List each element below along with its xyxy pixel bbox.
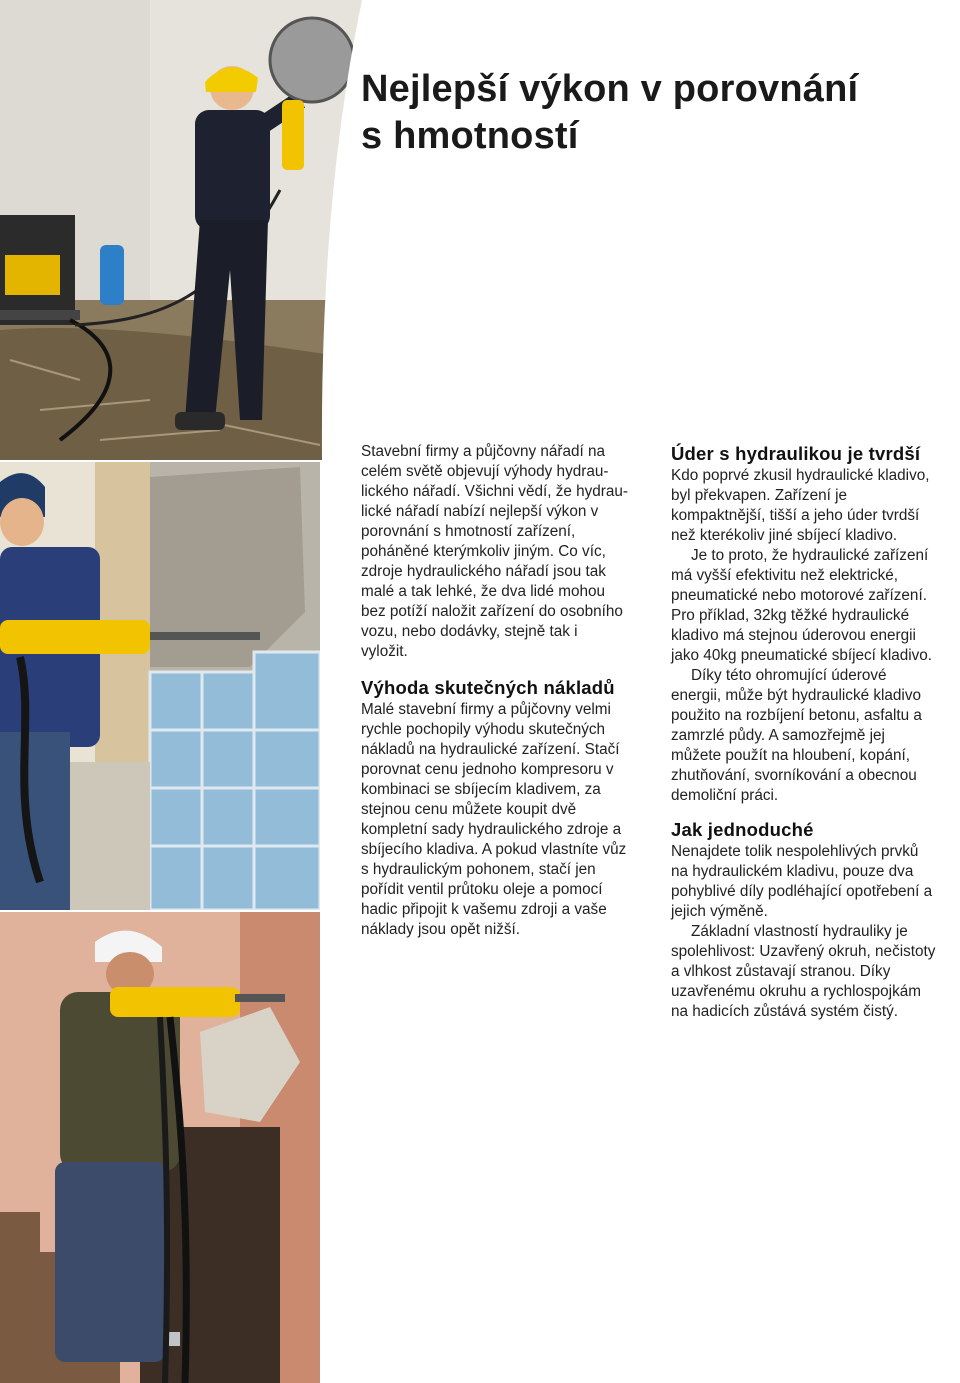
impact-line: Pro příklad, 32kg těžké hydraulické [671, 607, 910, 624]
intro-paragraph [361, 442, 651, 662]
intro-line: zdroje hydraulického nářadí jsou tak [361, 563, 606, 580]
intro-line: malé a tak lehké, že dva lidé mohou [361, 583, 606, 600]
simple-line: a vlhkost zůstavají stranou. Díky [671, 963, 891, 980]
cost-line: rychle pochopily výhodu skutečných [361, 721, 606, 738]
cost-line: Malé stavební firmy a půjčovny velmi [361, 701, 611, 718]
right-column [671, 442, 958, 1022]
impact-line: Je to proto, že hydraulické zařízení [691, 547, 929, 564]
impact-line: Kdo poprvé zkusil hydraulické kladivo, [671, 467, 930, 484]
cost-line: porovnat cenu jednoho kompresoru v [361, 761, 614, 778]
simple-line: jejich výměně. [671, 903, 768, 920]
impact-line: pneumatické nebo motorové zařízení. [671, 587, 927, 604]
intro-line: celém světě objevují výhody hydrau- [361, 463, 609, 480]
impact-line: můžete použít na hloubení, kopání, [671, 747, 910, 764]
impact-line: zamrzlé půdy. A samozřejmě jej [671, 727, 885, 744]
simple-line: uzavřenému okruhu a rychlospojkám [671, 983, 921, 1000]
simple-paragraph-2 [671, 922, 958, 1022]
cost-line: s hydraulickým pohonem, stačí jen [361, 861, 596, 878]
photo-wall-demolition [0, 912, 320, 1383]
section-heading-cost: Výhoda skutečných nákladů [361, 677, 615, 698]
impact-line: kladivo má stejnou úderovou energii [671, 627, 916, 644]
simple-line: na hydraulickém kladivu, pouze dva [671, 863, 914, 880]
impact-line: Díky této ohromující úderové [691, 667, 887, 684]
impact-line: byl překvapen. Zařízení je [671, 487, 848, 504]
impact-line: energii, může být hydraulické kladivo [671, 687, 921, 704]
title-line-2: s hmotností [361, 115, 579, 157]
impact-line: demoliční práci. [671, 787, 779, 804]
cost-paragraph [361, 700, 651, 940]
impact-line: než kterékoliv jiné sbíjecí kladivo. [671, 527, 898, 544]
intro-line: Stavební firmy a půjčovny nářadí na [361, 443, 606, 460]
simple-line: pohyblivé díly podléhající opotřebení a [671, 883, 933, 900]
intro-line: lické nářadí nabízí nejlepší výkon v [361, 503, 599, 520]
impact-paragraph-3 [671, 666, 958, 806]
impact-paragraph-1 [671, 466, 958, 546]
intro-line: bez potíží naložit zařízení do osobního [361, 603, 623, 620]
cost-line: kombinaci se sbíjecím kladivem, za [361, 781, 601, 798]
simple-line: Nenajdete tolik nespolehlivých prvků [671, 843, 919, 860]
page-curve-decoration [300, 0, 370, 460]
left-column [361, 442, 651, 940]
intro-line: lického nářadí. Všichni vědí, že hydrau- [361, 483, 628, 500]
impact-line: zhutňování, svorníkování a obecnou [671, 767, 917, 784]
impact-paragraph-2 [671, 546, 958, 666]
cost-line: nákladů na hydraulické zařízení. Stačí [361, 741, 620, 758]
cost-line: stejnou cenu můžete koupit dvě [361, 801, 577, 818]
photo-tile-breaking [0, 462, 320, 910]
intro-line: vozu, nebo dodávky, stejně tak i [361, 623, 578, 640]
simple-line: Základní vlastností hydrauliky je [691, 923, 908, 940]
impact-line: kompaktnější, tišší a jeho úder tvrdší [671, 507, 920, 524]
cost-line: náklady jsou opět nižší. [361, 921, 521, 938]
impact-line: použito na rozbíjení betonu, asfaltu a [671, 707, 922, 724]
cost-line: sbíjecího kladiva. A pokud vlastníte vůz [361, 841, 627, 858]
title-line-1: Nejlepší výkon v porovnání [361, 68, 859, 110]
cost-line: hadic připojit k vašemu zdroji a vaše [361, 901, 607, 918]
simple-paragraph-1 [671, 842, 958, 922]
simple-line: spolehlivost: Uzavřený okruh, nečistoty [671, 943, 936, 960]
impact-line: má vyšší efektivitu než elektrické, [671, 567, 898, 584]
intro-line: poháněné kterýmkoliv jiným. Co víc, [361, 543, 606, 560]
intro-line: vyložit. [361, 643, 408, 660]
cost-line: kompletní sady hydraulického zdroje a [361, 821, 622, 838]
intro-line: porovnání s hmotností zařízení, [361, 523, 576, 540]
page-title [361, 66, 941, 160]
section-heading-impact: Úder s hydraulikou je tvrdší [671, 443, 921, 464]
simple-line: na hadicích zůstává systém čistý. [671, 1003, 898, 1020]
cost-line: pořídit ventil průtoku oleje a pomocí [361, 881, 603, 898]
section-heading-simple: Jak jednoduché [671, 819, 814, 840]
impact-line: jako 40kg pneumatické sbíjecí kladivo. [671, 647, 933, 664]
